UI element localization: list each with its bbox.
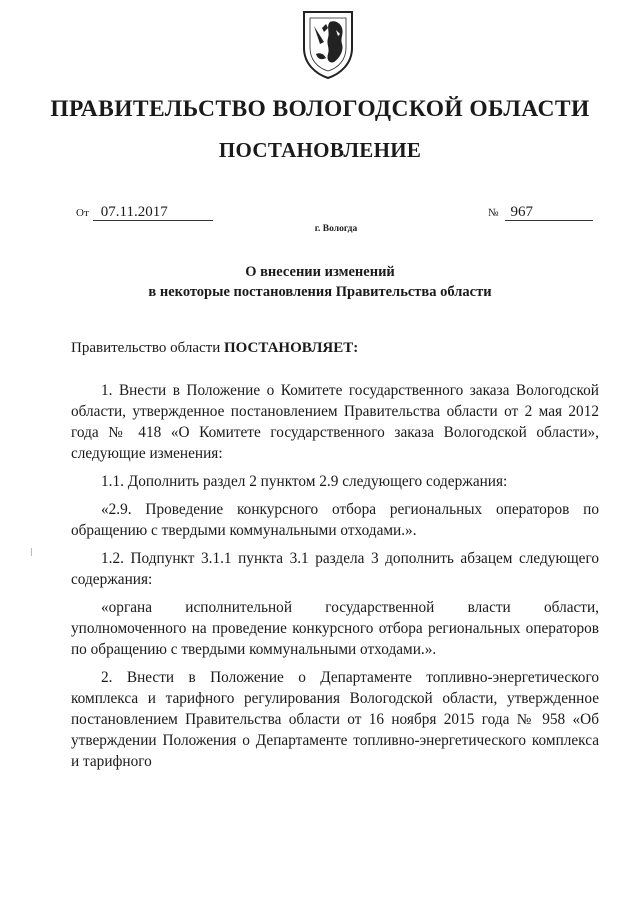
number-label: №: [488, 207, 499, 219]
preamble-text: Правительство области: [71, 340, 224, 356]
paragraph: 2. Внести в Положение о Департаменте топливно-энергетического комплекса и тарифного регулирования Вологодской области, утвержденное постановлением Правительства области от 16 ноября 2015 года № 958 «Об утверждении Положения о Департаменте топливно-энергетического комплекса и тарифного: [71, 669, 599, 770]
paragraph: 1. Внести в Положение о Комитете государственного заказа Вологодской области, утвержденное постановлением Правительства области от 2 мая 2012 года № 418 «О Комитете государственного заказа Вологодской области», следующие изменения:: [71, 382, 599, 462]
date-field: [76, 204, 213, 221]
number-value: 967: [505, 204, 593, 221]
date-label: От: [76, 207, 89, 219]
city-label: г. Вологда: [314, 224, 358, 234]
paragraph: «органа исполнительной государственной власти области, уполномоченного на проведение конкурсного отбора региональных операторов по обращению с твердыми коммунальными отходами.».: [71, 599, 599, 658]
document-type: ПОСТАНОВЛЕНИЕ: [218, 138, 422, 162]
subject-line-1: О внесении изменений: [245, 264, 395, 280]
scan-artifact: [31, 548, 32, 556]
paragraph: «2.9. Проведение конкурсного отбора региональных операторов по обращению с твердыми коммунальными отходами.».: [71, 501, 599, 539]
government-title: ПРАВИТЕЛЬСТВО ВОЛОГОДСКОЙ ОБЛАСТИ: [50, 96, 590, 122]
subject-line-2: в некоторые постановления Правительства области: [148, 284, 492, 300]
document-body: [71, 380, 599, 779]
number-field: [488, 204, 593, 221]
date-value: 07.11.2017: [93, 204, 213, 221]
preamble-decree-word: ПОСТАНОВЛЯЕТ:: [223, 340, 359, 356]
vologda-coat-of-arms-icon: [300, 8, 356, 80]
paragraph: 1.1. Дополнить раздел 2 пунктом 2.9 следующего содержания:: [101, 473, 508, 490]
preamble: [71, 340, 358, 357]
paragraph: 1.2. Подпункт 3.1.1 пункта 3.1 раздела 3 дополнить абзацем следующего содержания:: [71, 550, 599, 588]
document-subject: [0, 262, 640, 302]
